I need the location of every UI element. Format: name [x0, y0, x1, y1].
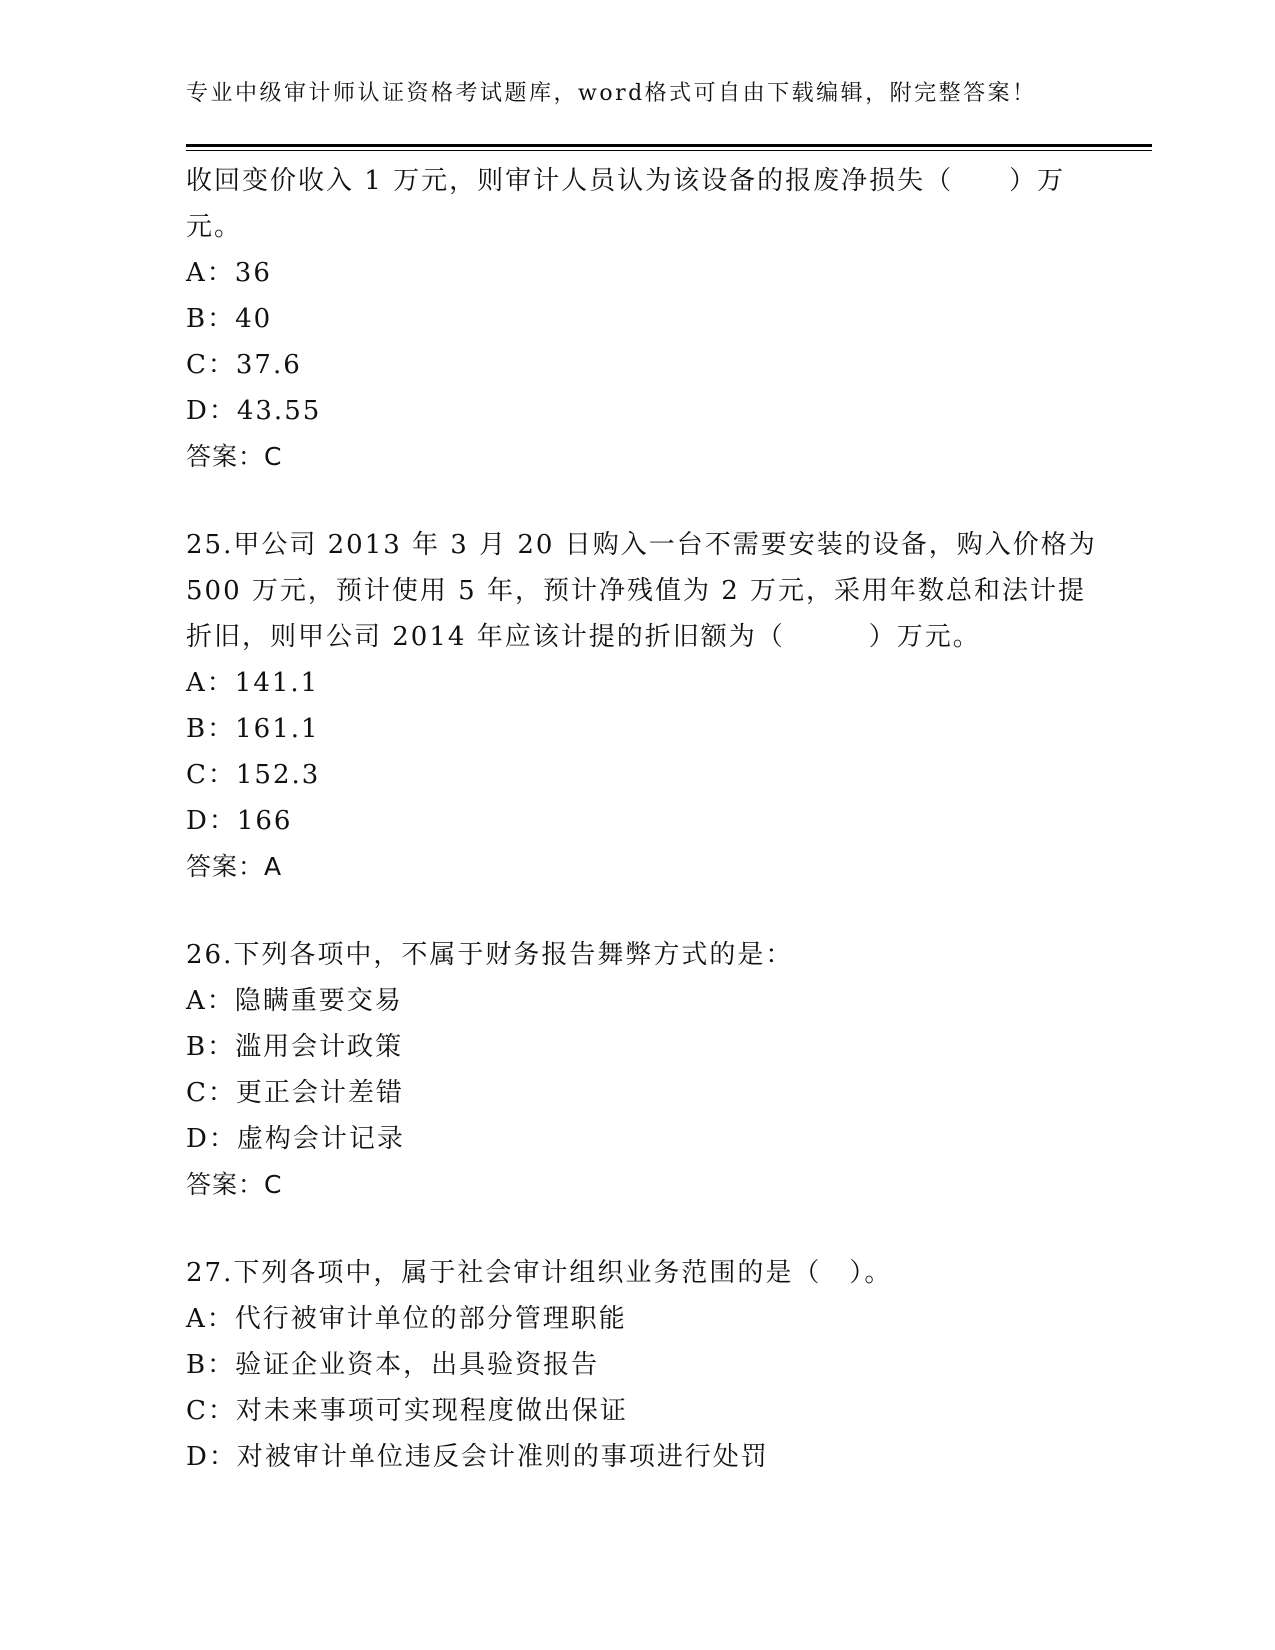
option-d: D：虚构会计记录: [186, 1124, 405, 1154]
option-d: D：166: [186, 806, 293, 836]
spacer: [186, 480, 1086, 522]
header-rule-thin: [186, 150, 1152, 151]
question-block: [186, 158, 1086, 480]
question-stem-line: 元。: [186, 212, 243, 242]
answer-line: 答案：C: [186, 1170, 283, 1199]
option-d: D：对被审计单位违反会计准则的事项进行处罚: [186, 1442, 769, 1472]
option-b: B：验证企业资本，出具验资报告: [186, 1350, 600, 1380]
spacer: [186, 1208, 1086, 1250]
question-stem-line: 折旧，则甲公司 2014 年应该计提的折旧额为（ ）万元。: [186, 622, 981, 652]
option-b: B：40: [186, 304, 273, 334]
question-stem-line: 收回变价收入 1 万元，则审计人员认为该设备的报废净损失（ ）万: [186, 166, 1066, 196]
option-c: C：37.6: [186, 350, 302, 380]
question-stem-line: 500 万元，预计使用 5 年，预计净残值为 2 万元，采用年数总和法计提: [186, 576, 1087, 606]
option-c: C：对未来事项可实现程度做出保证: [186, 1396, 628, 1426]
option-d: D：43.55: [186, 396, 322, 426]
option-b: B：161.1: [186, 714, 320, 744]
question-stem-line: 27.下列各项中，属于社会审计组织业务范围的是（ ）。: [186, 1258, 893, 1288]
option-a: A：36: [186, 258, 272, 288]
option-a: A：141.1: [186, 668, 320, 698]
question-block: [186, 932, 1086, 1208]
option-b: B：滥用会计政策: [186, 1032, 404, 1062]
question-list: [186, 158, 1097, 1480]
option-c: C：152.3: [186, 760, 321, 790]
question-stem-line: 26.下列各项中，不属于财务报告舞弊方式的是：: [186, 940, 794, 970]
header-rule-thick: [186, 144, 1152, 147]
question-block: [186, 1250, 1086, 1480]
option-c: C：更正会计差错: [186, 1078, 404, 1108]
page-header: 专业中级审计师认证资格考试题库，word格式可自由下载编辑，附完整答案！: [186, 81, 1037, 106]
answer-line: 答案：C: [186, 442, 283, 471]
option-a: A：代行被审计单位的部分管理职能: [186, 1304, 627, 1334]
spacer: [186, 890, 1086, 932]
option-a: A：隐瞒重要交易: [186, 986, 403, 1016]
question-block: [186, 522, 1097, 890]
answer-line: 答案：A: [186, 852, 283, 881]
question-stem-line: 25.甲公司 2013 年 3 月 20 日购入一台不需要安装的设备，购入价格为: [186, 530, 1097, 560]
